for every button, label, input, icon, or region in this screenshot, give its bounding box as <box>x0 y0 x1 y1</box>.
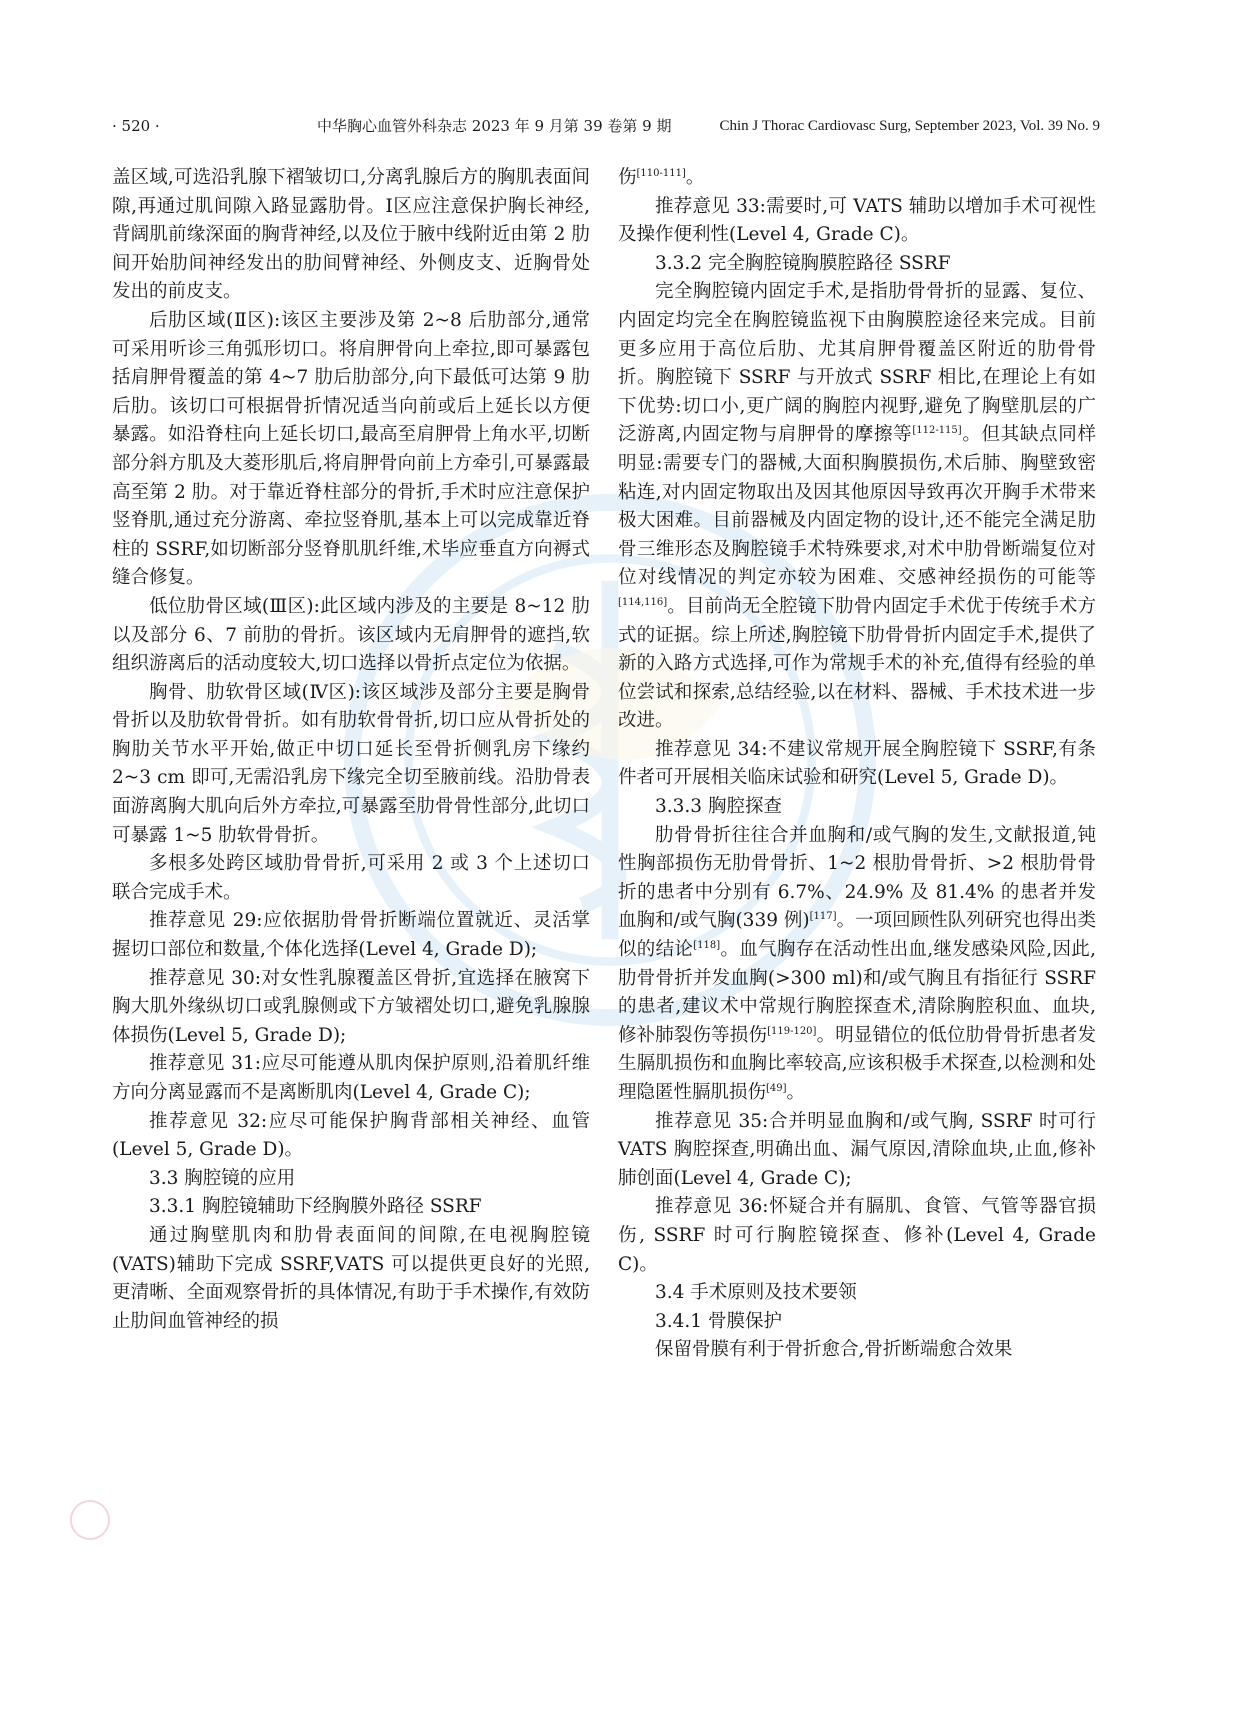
paragraph-text: 完全胸腔镜内固定手术,是指肋骨骨折的显露、复位、内固定均完全在胸腔镜监视下由胸膜腔途径来完成。目前更多应用于高位后肋、尤其肩胛骨覆盖区附近的肋骨骨折。胸腔镜下 SSRF 与开放式 SSRF 相比,在理论上有如下优势:切口小,更广阔的胸腔内视野,避免了胸壁肌层的广泛游离,内固定物与肩胛骨的摩擦等 <box>618 281 1096 446</box>
section-heading <box>618 1279 1096 1308</box>
paragraph <box>618 736 1096 793</box>
paragraph <box>618 822 1096 1108</box>
citation-ref: [110-111] <box>636 168 686 179</box>
paragraph-text: 推荐意见 31:应尽可能遵从肌肉保护原则,沿着肌纤维方向分离显露而不是离断肌肉(Level 4, Grade C); <box>112 1053 590 1103</box>
paragraph-text: 3.3 胸腔镜的应用 <box>149 1167 296 1189</box>
citation-ref: [112-115] <box>912 425 962 437</box>
paragraph-text: 。一项回顾性队列研究也得出类似的结论 <box>618 910 1096 961</box>
paragraph-text: 低位肋骨区域(Ⅲ区):此区域内涉及的主要是 8~12 肋以及部分 6、7 前肋的骨折。该区域内无肩胛骨的遮挡,软组织游离后的活动度较大,切口选择以骨折点定位为依据。 <box>112 595 590 675</box>
paragraph-text: 。 <box>685 167 705 188</box>
paragraph-text: 推荐意见 35:合并明显血胸和/或气胸, SSRF 时可行 VATS 胸腔探查,明确出血、漏气原因,清除血块,止血,修补肺创面(Level 4, Grade C); <box>618 1110 1096 1189</box>
paragraph-text: 。明显错位的低位肋骨骨折患者发生膈肌损伤和血胸比率较高,应该积极手术探查,以检测和处理隐匿性膈肌损伤 <box>618 1024 1096 1103</box>
paragraph <box>618 1193 1096 1279</box>
paragraph-text: 3.4.1 骨膜保护 <box>655 1310 782 1332</box>
paragraph-text: 伤 <box>618 167 637 188</box>
paragraph-text: 。但其缺点同样明显:需要专门的器械,大面积胸膜损伤,术后肺、胸壁致密粘连,对内固定物取出及因其他原因导致再次开胸手术带来极大困难。目前器械及内固定物的设计,还不能完全满足肋骨三维形态及胸腔镜手术特殊要求,对术中肋骨断端复位对位对线情况的判定亦较为困难、交感神经损伤的可能等 <box>618 424 1096 589</box>
paragraph <box>112 907 590 964</box>
paragraph-text: 后肋区域(Ⅱ区):该区主要涉及第 2~8 后肋部分,通常可采用听诊三角弧形切口。将肩胛骨向上牵拉,即可暴露包括肩胛骨覆盖的第 4~7 肋后肋部分,向下最低可达第 9 肋后肋。该切口可根据骨折情况适当向前或后上延长以方便暴露。如沿脊柱向上延长切口,最高至肩胛骨上角水平,切断部分斜方肌及大菱形肌后,将肩胛骨向前上方牵引,可暴露最高至第 2 肋。对于靠近脊柱部分的骨折,手术时应注意保护竖脊肌,通过充分游离、牵拉竖脊肌,基本上可以完成靠近脊柱的 SSRF,如切断部分竖脊肌肌纤维,术毕应垂直方向褥式缝合修复。 <box>112 309 590 589</box>
citation-ref: [114,116] <box>618 596 668 608</box>
paragraph <box>112 1108 590 1165</box>
running-header <box>112 112 1100 140</box>
paragraph-text: 推荐意见 36:怀疑合并有膈肌、食管、气管等器官损伤, SSRF 时可行胸腔镜探查、修补(Level 4, Grade C)。 <box>618 1196 1096 1275</box>
paragraph-text: 3.3.2 完全胸腔镜胸膜腔路径 SSRF <box>655 252 951 274</box>
paragraph-text: 盖区域,可选沿乳腺下褶皱切口,分离乳腺后方的胸肌表面间隙,再通过肌间隙入路显露肋骨。Ⅰ区应注意保护胸长神经,背阔肌前缘深面的胸背神经,以及位于腋中线附近由第 2 肋间开始肋间神经发出的肋间臂神经、外侧皮支、近胸骨处发出的前皮支。 <box>112 167 590 303</box>
paragraph <box>112 307 590 593</box>
citation-ref: [119-120] <box>767 1025 817 1037</box>
paragraph <box>112 850 590 907</box>
journal-title-cn: 中华胸心血管外科杂志 2023 年 9 月第 39 卷第 9 期 <box>317 117 672 135</box>
paragraph <box>618 1336 1096 1365</box>
paragraph <box>618 1108 1096 1194</box>
section-heading <box>618 1308 1096 1337</box>
paragraph <box>112 679 590 851</box>
publisher-watermark <box>70 1500 110 1550</box>
paragraph <box>618 164 1096 193</box>
section-heading <box>112 1193 590 1222</box>
section-heading <box>618 793 1096 822</box>
section-heading <box>112 1165 590 1194</box>
publisher-logo-icon <box>70 1500 110 1540</box>
page-number: · 520 · <box>112 117 160 135</box>
paragraph-text: 推荐意见 32:应尽可能保护胸背部相关神经、血管(Level 5, Grade D)。 <box>112 1110 590 1161</box>
paragraph-text: 胸骨、肋软骨区域(Ⅳ区):该区域涉及部分主要是胸骨骨折以及肋软骨骨折。如有肋软骨骨折,切口应从骨折处的胸肋关节水平开始,做正中切口延长至骨折侧乳房下缘约 2~3 cm 即可,无需沿乳房下缘完全切至腋前线。沿肋骨表面游离胸大肌向后外方牵拉,可暴露至肋骨骨性部分,此切口可暴露 1~5 肋软骨骨折。 <box>112 681 590 846</box>
paragraph <box>112 1050 590 1107</box>
paragraph-text: 通过胸壁肌肉和肋骨表面间的间隙,在电视胸腔镜(VATS)辅助下完成 SSRF,VATS 可以提供更良好的光照,更清晰、全面观察骨折的具体情况,有助于手术操作,有效防止肋间血管神经的损 <box>112 1224 590 1332</box>
paragraph-text: 。目前尚无全腔镜下肋骨内固定手术优于传统手术方式的证据。综上所述,胸腔镜下肋骨骨折内固定手术,提供了新的入路方式选择,可作为常规手术的补充,值得有经验的单位尝试和探索,总结经验,以在材料、器械、手术技术进一步改进。 <box>618 595 1096 732</box>
paragraph-text: 3.4 手术原则及技术要领 <box>655 1282 857 1304</box>
journal-title-en: Chin J Thorac Cardiovasc Surg, September 2023, Vol. 39 No. 9 <box>719 118 1100 134</box>
paragraph-text: 。 <box>786 1082 806 1103</box>
paragraph-text: 推荐意见 34:不建议常规开展全胸腔镜下 SSRF,有条件者可开展相关临床试验和研究(Level 5, Grade D)。 <box>618 738 1096 789</box>
paragraph <box>112 1222 590 1336</box>
paragraph-text: 保留骨膜有利于骨折愈合,骨折断端愈合效果 <box>655 1339 1013 1361</box>
left-column <box>112 164 590 1336</box>
paragraph-text: 多根多处跨区域肋骨骨折,可采用 2 或 3 个上述切口联合完成手术。 <box>112 853 590 903</box>
section-heading <box>618 250 1096 279</box>
paragraph <box>112 965 590 1051</box>
paragraph-text: 肋骨骨折往往合并血胸和/或气胸的发生,文献报道,钝性胸部损伤无肋骨骨折、1~2 根肋骨骨折、>2 根肋骨骨折的患者中分别有 6.7%、24.9% 及 81.4% 的患者并发血胸和/或气胸(339 例) <box>618 824 1096 932</box>
paragraph <box>618 278 1096 736</box>
citation-ref: [117] <box>809 911 837 923</box>
paragraph-text: 推荐意见 33:需要时,可 VATS 辅助以增加手术可视性及操作便利性(Level 4, Grade C)。 <box>618 195 1096 246</box>
right-column <box>618 164 1096 1365</box>
citation-ref: [49] <box>766 1083 787 1094</box>
paragraph <box>112 593 590 679</box>
citation-ref: [118] <box>693 940 721 952</box>
paragraph <box>618 193 1096 250</box>
paragraph-text: 3.3.1 胸腔镜辅助下经胸膜外路径 SSRF <box>149 1196 482 1218</box>
paragraph-text: 。血气胸存在活动性出血,继发感染风险,因此,肋骨骨折并发血胸(>300 ml)和/或气胸且有指征行 SSRF 的患者,建议术中常规行胸腔探查术,清除胸腔积血、血块,修补肺裂伤等损伤 <box>618 939 1096 1046</box>
paragraph-text: 推荐意见 29:应依据肋骨骨折断端位置就近、灵活掌握切口部位和数量,个体化选择(Level 4, Grade D); <box>112 910 590 961</box>
paragraph-text: 3.3.3 胸腔探查 <box>655 796 782 818</box>
paragraph-text: 推荐意见 30:对女性乳腺覆盖区骨折,宜选择在腋窝下胸大肌外缘纵切口或乳腺侧或下方皱褶处切口,避免乳腺腺体损伤(Level 5, Grade D); <box>112 967 590 1046</box>
paragraph <box>112 164 590 307</box>
